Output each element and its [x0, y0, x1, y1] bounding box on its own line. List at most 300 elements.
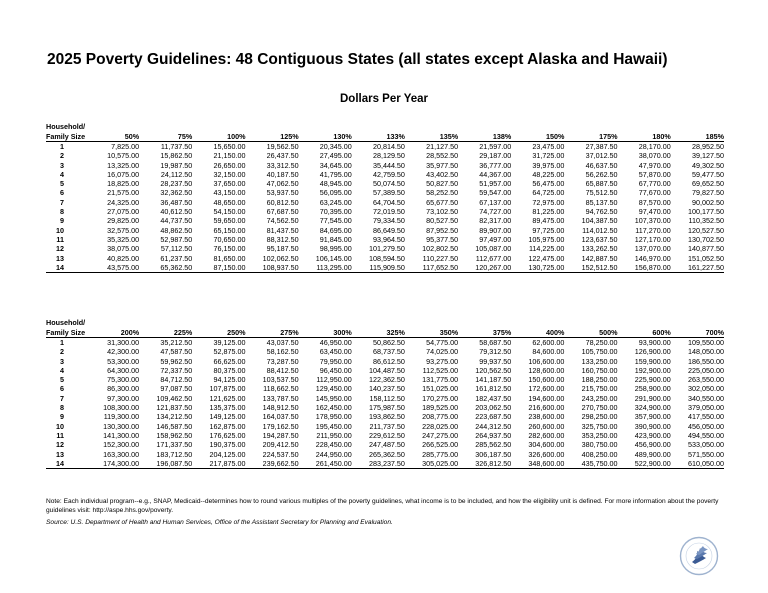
guideline-value-cell: 57,389.50	[372, 188, 405, 198]
guideline-value-cell: 26,437.50	[266, 151, 299, 161]
guideline-value-cell: 129,450.00	[315, 384, 352, 394]
guideline-value-cell: 59,547.00	[479, 188, 512, 198]
guideline-value-cell: 93,900.00	[638, 338, 671, 347]
guideline-value-cell: 325,750.00	[581, 421, 618, 431]
guideline-value-cell: 81,650.00	[213, 253, 246, 263]
column-header: 133%	[352, 132, 405, 142]
guideline-value-cell: 196,087.50	[139, 459, 192, 469]
guideline-value-cell: 195,450.00	[315, 421, 352, 431]
guideline-value-cell: 146,970.00	[634, 253, 671, 263]
guideline-value-cell: 53,300.00	[107, 356, 140, 366]
guideline-value-cell: 27,495.00	[319, 151, 352, 161]
guideline-value-cell: 80,375.00	[213, 365, 246, 375]
guideline-value-cell: 223,687.50	[475, 412, 512, 422]
column-header: 75%	[139, 132, 192, 142]
household-label-line1: Household/	[46, 318, 86, 327]
guideline-value-cell: 121,625.00	[209, 393, 246, 403]
guideline-value-cell: 24,112.50	[160, 169, 193, 179]
guideline-value-cell: 73,287.50	[266, 356, 299, 366]
guideline-value-cell: 91,845.00	[319, 234, 352, 244]
guideline-value-cell: 18,825.00	[107, 179, 140, 189]
column-header: 300%	[299, 328, 352, 338]
guideline-value-cell: 77,670.00	[638, 188, 671, 198]
guideline-value-cell: 121,837.50	[156, 403, 193, 413]
guideline-value-cell: 57,870.00	[638, 169, 671, 179]
household-size-cell: 4	[60, 365, 64, 375]
guideline-value-cell: 106,600.00	[528, 356, 565, 366]
guideline-value-cell: 28,237.50	[160, 179, 193, 189]
guideline-value-cell: 190,375.00	[209, 440, 246, 450]
guideline-value-cell: 260,600.00	[528, 421, 565, 431]
guideline-value-cell: 151,052.50	[688, 253, 724, 263]
guideline-value-cell: 67,687.50	[266, 207, 299, 217]
guideline-value-cell: 141,300.00	[103, 430, 140, 440]
column-header: 500%	[564, 328, 617, 338]
household-size-cell: 2	[60, 151, 64, 161]
guideline-value-cell: 43,575.00	[86, 263, 139, 273]
household-label-line1: Household/	[46, 122, 86, 131]
guideline-value-cell: 23,475.00	[532, 142, 565, 151]
guideline-value-cell: 192,900.00	[634, 365, 671, 375]
guideline-value-cell: 122,475.00	[528, 253, 565, 263]
guideline-value-cell: 146,587.50	[156, 421, 193, 431]
guideline-value-cell: 158,962.50	[156, 430, 193, 440]
guideline-value-cell: 79,950.00	[319, 356, 352, 366]
guideline-value-cell: 40,187.50	[266, 169, 299, 179]
column-header: 225%	[139, 328, 192, 338]
guideline-value-cell: 117,270.00	[635, 225, 671, 235]
guideline-value-cell: 28,170.00	[638, 142, 671, 151]
poverty-table-low-percentages	[46, 122, 724, 273]
guideline-value-cell: 107,370.00	[634, 216, 671, 226]
guideline-value-cell: 113,295.00	[299, 263, 352, 273]
household-size-cell: 14	[46, 263, 86, 273]
guideline-value-cell: 171,337.50	[156, 440, 193, 450]
guideline-value-cell: 77,545.00	[319, 216, 352, 226]
guideline-value-cell: 26,650.00	[213, 160, 246, 170]
guideline-value-cell: 43,402.50	[426, 169, 459, 179]
guideline-value-cell: 42,759.50	[372, 169, 405, 179]
guideline-value-cell: 54,775.00	[426, 338, 459, 347]
guideline-value-cell: 285,562.50	[475, 440, 512, 450]
guideline-value-cell: 59,477.50	[692, 169, 724, 179]
guideline-value-cell: 70,650.00	[213, 234, 246, 244]
guideline-value-cell: 217,875.00	[192, 459, 245, 469]
guideline-value-cell: 161,812.50	[475, 384, 512, 394]
guideline-value-cell: 182,437.50	[475, 393, 512, 403]
guideline-value-cell: 456,050.00	[688, 421, 724, 431]
household-size-cell: 8	[60, 403, 64, 413]
household-size-cell: 2	[60, 347, 64, 357]
guideline-value-cell: 105,750.00	[581, 347, 618, 357]
guideline-value-cell: 37,650.00	[213, 179, 246, 189]
guideline-value-cell: 130,702.50	[688, 234, 724, 244]
guideline-value-cell: 80,527.50	[426, 216, 459, 226]
guideline-value-cell: 208,775.00	[422, 412, 459, 422]
household-size-cell: 8	[60, 207, 64, 217]
guideline-value-cell: 78,250.00	[585, 338, 618, 347]
column-header: 175%	[564, 132, 617, 142]
column-header-row	[46, 328, 724, 338]
guideline-value-cell: 68,737.50	[372, 347, 405, 357]
guideline-value-cell: 258,900.00	[634, 384, 671, 394]
guideline-value-cell: 64,725.00	[532, 188, 565, 198]
guideline-value-cell: 117,652.50	[405, 263, 458, 273]
guideline-value-cell: 58,687.50	[479, 338, 512, 347]
guideline-value-cell: 33,312.50	[266, 160, 299, 170]
guideline-value-cell: 48,862.50	[160, 225, 193, 235]
table-row	[46, 394, 724, 403]
household-size-cell: 3	[60, 160, 64, 170]
guideline-value-cell: 79,827.50	[692, 188, 724, 198]
table-row	[46, 188, 724, 197]
guideline-value-cell: 72,019.50	[372, 207, 405, 217]
guideline-value-cell: 194,600.00	[528, 393, 565, 403]
guideline-value-cell: 74,727.00	[479, 207, 512, 217]
guideline-value-cell: 435,750.00	[564, 459, 617, 469]
guideline-value-cell: 65,362.50	[139, 263, 192, 273]
table-row	[46, 431, 724, 440]
table-row	[46, 347, 724, 356]
guideline-value-cell: 456,900.00	[634, 440, 671, 450]
guideline-value-cell: 324,900.00	[634, 403, 671, 413]
guideline-value-cell: 130,300.00	[103, 421, 140, 431]
household-label-line2: Family Size	[46, 327, 86, 337]
guideline-value-cell: 107,875.00	[209, 384, 246, 394]
column-header: 325%	[352, 328, 405, 338]
column-header: 700%	[671, 328, 724, 338]
guideline-value-cell: 247,275.00	[422, 430, 459, 440]
guideline-value-cell: 282,600.00	[528, 430, 565, 440]
guideline-value-cell: 533,050.00	[688, 440, 724, 450]
guideline-value-cell: 21,597.00	[479, 142, 512, 151]
guideline-value-cell: 115,909.50	[352, 263, 405, 273]
household-size-cell: 6	[60, 384, 64, 394]
guideline-value-cell: 84,695.00	[319, 225, 352, 235]
household-size-cell: 13	[56, 253, 64, 263]
guideline-value-cell: 21,575.00	[107, 188, 140, 198]
guideline-value-cell: 263,550.00	[688, 375, 724, 385]
column-header: 125%	[245, 132, 298, 142]
guideline-value-cell: 101,279.50	[368, 244, 405, 254]
guideline-value-cell: 265,362.50	[368, 449, 405, 459]
guideline-value-cell: 123,637.50	[581, 234, 618, 244]
guideline-value-cell: 76,150.00	[213, 244, 246, 254]
guideline-value-cell: 16,075.00	[107, 169, 140, 179]
column-header: 180%	[618, 132, 671, 142]
guideline-value-cell: 67,770.00	[638, 179, 671, 189]
guideline-value-cell: 53,937.50	[266, 188, 299, 198]
column-header: 350%	[405, 328, 458, 338]
guideline-value-cell: 37,012.50	[585, 151, 618, 161]
guideline-value-cell: 44,737.50	[160, 216, 193, 226]
guideline-value-cell: 42,300.00	[107, 347, 140, 357]
table-row	[46, 440, 724, 449]
household-size-cell: 1	[60, 142, 64, 151]
guideline-value-cell: 70,395.00	[319, 207, 352, 217]
table-row	[46, 142, 724, 152]
guideline-value-cell: 105,975.00	[528, 234, 565, 244]
guideline-value-cell: 110,227.50	[422, 253, 459, 263]
guideline-value-cell: 35,212.50	[160, 338, 193, 347]
guideline-value-cell: 7,825.00	[111, 142, 140, 151]
guideline-value-cell: 39,975.00	[532, 160, 565, 170]
guideline-value-cell: 20,814.50	[372, 142, 405, 151]
guideline-value-cell: 39,125.00	[213, 338, 246, 347]
guideline-value-cell: 120,527.50	[688, 225, 724, 235]
household-size-cell: 12	[56, 440, 64, 450]
table-row	[46, 384, 724, 393]
household-size-cell: 11	[56, 430, 64, 440]
guideline-value-cell: 238,600.00	[528, 412, 565, 422]
guideline-value-cell: 106,145.00	[315, 253, 352, 263]
guideline-value-cell: 86,612.50	[372, 356, 405, 366]
guideline-value-cell: 56,095.00	[319, 188, 352, 198]
guideline-value-cell: 52,875.00	[213, 347, 246, 357]
table-row	[46, 179, 724, 188]
guideline-value-cell: 72,975.00	[532, 197, 565, 207]
guideline-value-cell: 261,450.00	[299, 459, 352, 469]
guideline-value-cell: 73,102.50	[426, 207, 459, 217]
guideline-value-cell: 19,987.50	[160, 160, 193, 170]
guideline-value-cell: 10,575.00	[107, 151, 140, 161]
guideline-value-cell: 88,412.50	[266, 365, 299, 375]
table-row	[46, 459, 724, 469]
guideline-value-cell: 41,795.00	[319, 169, 352, 179]
guideline-value-cell: 109,462.50	[156, 393, 193, 403]
table-row	[46, 450, 724, 459]
guideline-value-cell: 112,950.00	[316, 375, 352, 385]
guideline-value-cell: 51,957.00	[479, 179, 512, 189]
guideline-value-cell: 228,025.00	[422, 421, 459, 431]
guideline-value-cell: 161,227.50	[671, 263, 724, 273]
guideline-value-cell: 102,062.50	[262, 253, 299, 263]
guideline-value-cell: 340,550.00	[688, 393, 724, 403]
guideline-value-cell: 35,977.50	[426, 160, 459, 170]
guideline-value-cell: 353,250.00	[581, 430, 618, 440]
guideline-value-cell: 156,870.00	[618, 263, 671, 273]
guideline-value-cell: 58,162.50	[266, 347, 299, 357]
guideline-value-cell: 522,900.00	[618, 459, 671, 469]
guideline-value-cell: 97,470.00	[638, 207, 671, 217]
guideline-value-cell: 94,125.00	[213, 375, 246, 385]
guideline-value-cell: 64,704.50	[372, 197, 405, 207]
household-size-cell: 9	[60, 216, 64, 226]
guideline-value-cell: 188,250.00	[581, 375, 618, 385]
guideline-value-cell: 159,900.00	[634, 356, 671, 366]
guideline-value-cell: 50,862.50	[372, 338, 405, 347]
guideline-value-cell: 209,412.50	[262, 440, 299, 450]
column-header: 130%	[299, 132, 352, 142]
column-header: 375%	[458, 328, 511, 338]
guideline-value-cell: 158,112.50	[369, 393, 405, 403]
guideline-value-cell: 59,962.50	[160, 356, 193, 366]
guideline-value-cell: 127,170.00	[634, 234, 671, 244]
guideline-value-cell: 84,712.50	[160, 375, 193, 385]
guideline-value-cell: 35,325.00	[107, 234, 140, 244]
household-size-cell: 7	[60, 393, 64, 403]
guideline-value-cell: 204,125.00	[209, 449, 246, 459]
guideline-value-cell: 137,070.00	[634, 244, 671, 254]
column-header: 138%	[458, 132, 511, 142]
table-row	[46, 235, 724, 244]
guideline-value-cell: 72,337.50	[160, 365, 193, 375]
guideline-value-cell: 179,162.50	[262, 421, 299, 431]
guideline-value-cell: 96,450.00	[319, 365, 352, 375]
guideline-value-cell: 114,012.50	[582, 225, 618, 235]
guideline-value-cell: 408,250.00	[581, 449, 618, 459]
guideline-value-cell: 59,650.00	[213, 216, 246, 226]
guideline-value-cell: 46,950.00	[319, 338, 352, 347]
guideline-value-cell: 81,437.50	[266, 225, 299, 235]
guideline-value-cell: 11,737.50	[160, 142, 193, 151]
guideline-value-cell: 134,212.50	[156, 412, 193, 422]
guideline-value-cell: 122,362.50	[368, 375, 405, 385]
household-size-cell: 12	[56, 244, 64, 254]
guideline-value-cell: 194,287.50	[262, 430, 299, 440]
column-header: 185%	[671, 132, 724, 142]
guideline-value-cell: 571,550.00	[688, 449, 724, 459]
guideline-value-cell: 108,300.00	[103, 403, 140, 413]
guideline-value-cell: 247,487.50	[368, 440, 405, 450]
guideline-value-cell: 21,127.50	[426, 142, 459, 151]
guideline-value-cell: 84,600.00	[532, 347, 565, 357]
guideline-value-cell: 270,750.00	[581, 403, 618, 413]
guideline-value-cell: 306,187.50	[475, 449, 512, 459]
guideline-value-cell: 47,062.50	[266, 179, 299, 189]
guideline-value-cell: 43,150.00	[213, 188, 246, 198]
guideline-value-cell: 49,302.50	[692, 160, 724, 170]
guideline-value-cell: 105,087.00	[475, 244, 512, 254]
guideline-value-cell: 126,900.00	[634, 347, 671, 357]
table-row	[46, 151, 724, 160]
guideline-value-cell: 610,050.00	[671, 459, 724, 469]
household-size-cell: 5	[60, 179, 64, 189]
guideline-value-cell: 140,237.50	[368, 384, 405, 394]
guideline-value-cell: 178,950.00	[315, 412, 352, 422]
guideline-value-cell: 15,862.50	[160, 151, 193, 161]
guideline-value-cell: 79,312.50	[479, 347, 512, 357]
guideline-value-cell: 302,050.00	[688, 384, 724, 394]
guideline-value-cell: 63,245.00	[319, 197, 352, 207]
guideline-value-cell: 120,562.50	[475, 365, 512, 375]
table-row	[46, 244, 724, 253]
guideline-value-cell: 56,475.00	[532, 179, 565, 189]
table-row	[46, 263, 724, 273]
guideline-value-cell: 20,345.00	[319, 142, 352, 151]
poverty-table-high-percentages	[46, 318, 724, 469]
guideline-value-cell: 114,225.00	[528, 244, 565, 254]
guideline-value-cell: 54,150.00	[213, 207, 246, 217]
guideline-value-cell: 32,575.00	[107, 225, 140, 235]
guideline-value-cell: 32,150.00	[213, 169, 246, 179]
guideline-value-cell: 93,275.00	[426, 356, 459, 366]
guideline-value-cell: 98,995.00	[319, 244, 352, 254]
guideline-value-cell: 74,562.50	[266, 216, 299, 226]
guideline-value-cell: 82,317.00	[479, 216, 512, 226]
guideline-value-cell: 266,525.00	[422, 440, 459, 450]
guideline-value-cell: 118,662.50	[263, 384, 299, 394]
household-size-cell: 5	[60, 375, 64, 385]
household-size-cell: 9	[60, 412, 64, 422]
guideline-value-cell: 24,325.00	[107, 197, 140, 207]
guideline-value-cell: 148,050.00	[688, 347, 724, 357]
guideline-value-cell: 56,262.50	[585, 169, 618, 179]
guideline-value-cell: 65,677.50	[426, 197, 459, 207]
guideline-value-cell: 203,062.50	[475, 403, 512, 413]
hhs-seal-icon	[679, 536, 719, 576]
guideline-value-cell: 135,375.00	[209, 403, 246, 413]
guideline-value-cell: 31,725.00	[532, 151, 565, 161]
guideline-value-cell: 65,150.00	[213, 225, 246, 235]
guideline-value-cell: 28,129.50	[372, 151, 405, 161]
guideline-value-cell: 48,650.00	[213, 197, 246, 207]
table-row	[46, 170, 724, 179]
guideline-value-cell: 164,037.50	[262, 412, 299, 422]
table-row	[46, 216, 724, 225]
guideline-value-cell: 97,725.00	[532, 225, 565, 235]
guideline-value-cell: 28,552.50	[426, 151, 459, 161]
guideline-value-cell: 88,312.50	[266, 234, 299, 244]
guideline-value-cell: 189,525.00	[422, 403, 459, 413]
guideline-value-cell: 48,225.00	[532, 169, 565, 179]
guideline-value-cell: 229,612.50	[368, 430, 405, 440]
guideline-value-cell: 145,950.00	[315, 393, 352, 403]
guideline-value-cell: 58,252.50	[426, 188, 459, 198]
guideline-value-cell: 95,377.50	[426, 234, 459, 244]
footnote: Note: Each individual program--e.g., SNAP, Medicaid--determines how to round various multiples of the poverty guidelines, what income is to be included, and how the eligibility unit is defined. For more information about the poverty guidelines visit: http://aspe.hhs.gov/poverty.	[46, 498, 719, 514]
guideline-value-cell: 304,600.00	[528, 440, 565, 450]
guideline-value-cell: 379,050.00	[688, 403, 724, 413]
column-header: 150%	[511, 132, 564, 142]
guideline-value-cell: 110,352.50	[688, 216, 724, 226]
column-header: 400%	[511, 328, 564, 338]
guideline-value-cell: 35,444.50	[372, 160, 405, 170]
guideline-value-cell: 15,650.00	[213, 142, 246, 151]
guideline-value-cell: 108,594.50	[368, 253, 405, 263]
guideline-value-cell: 90,002.50	[692, 197, 724, 207]
guideline-value-cell: 152,300.00	[103, 440, 140, 450]
guideline-value-cell: 52,987.50	[160, 234, 193, 244]
guideline-value-cell: 21,150.00	[213, 151, 246, 161]
guideline-value-cell: 13,325.00	[107, 160, 140, 170]
guideline-value-cell: 133,250.00	[581, 356, 618, 366]
guideline-value-cell: 172,600.00	[528, 384, 565, 394]
guideline-value-cell: 112,525.00	[422, 365, 459, 375]
guideline-value-cell: 291,900.00	[634, 393, 671, 403]
guideline-value-cell: 109,550.00	[688, 338, 724, 347]
guideline-value-cell: 170,275.00	[422, 393, 459, 403]
guideline-value-cell: 133,262.50	[581, 244, 618, 254]
guideline-value-cell: 211,737.50	[369, 421, 405, 431]
guideline-value-cell: 65,887.50	[585, 179, 618, 189]
household-label-line2: Family Size	[46, 131, 86, 141]
guideline-value-cell: 99,937.50	[479, 356, 512, 366]
table-row	[46, 357, 724, 366]
guideline-value-cell: 63,450.00	[319, 347, 352, 357]
guideline-value-cell: 97,497.00	[479, 234, 512, 244]
household-size-cell: 6	[60, 188, 64, 198]
household-size-cell: 1	[60, 338, 64, 347]
guideline-value-cell: 43,037.50	[266, 338, 299, 347]
guideline-value-cell: 64,300.00	[107, 365, 140, 375]
guideline-value-cell: 390,900.00	[634, 421, 671, 431]
guideline-value-cell: 87,570.00	[638, 197, 671, 207]
guideline-value-cell: 151,025.00	[422, 384, 459, 394]
guideline-value-cell: 417,550.00	[688, 412, 724, 422]
guideline-value-cell: 32,362.50	[160, 188, 193, 198]
guideline-value-cell: 75,512.50	[585, 188, 618, 198]
